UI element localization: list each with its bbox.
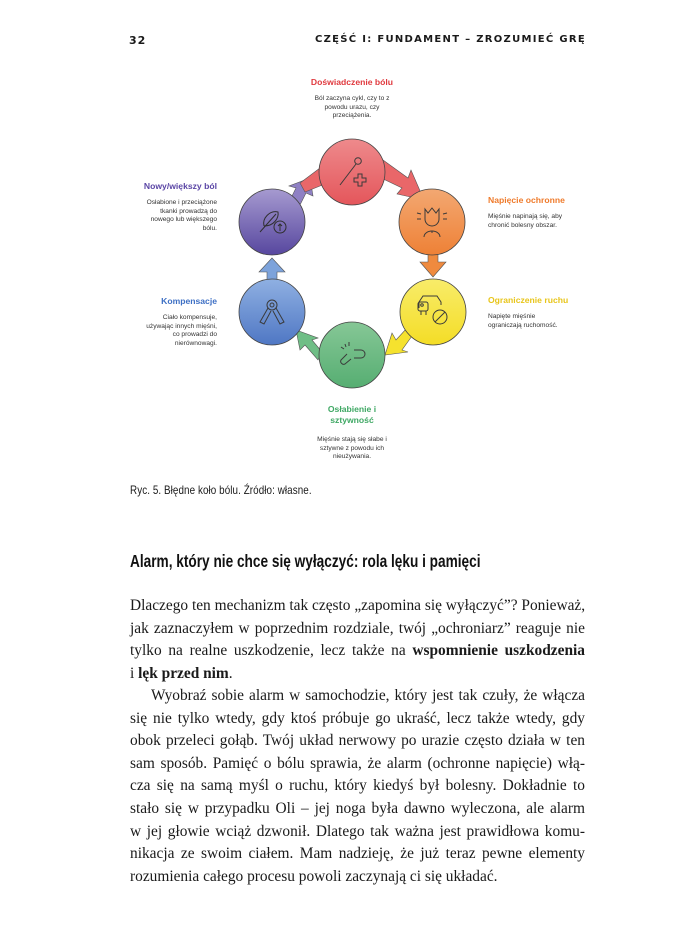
section-heading: Alarm, który nie chce się wyłączyć: rola lęku i pamięci <box>130 551 481 571</box>
running-title: CZĘŚĆ I: FUNDAMENT – ZROZUMIEĆ GRĘ <box>314 34 586 45</box>
desc-line: nowego lub większego <box>150 216 217 224</box>
node-label-newpain: Nowy/większy ból <box>143 181 217 191</box>
text-line: stało się w przypadku Oli – jej noga była dawno wyleczona, ale alarm <box>130 799 585 817</box>
desc-line: przeciążenia. <box>332 112 372 120</box>
desc-line: powodu urazu, czy <box>324 103 380 111</box>
desc-line: tkanki prowadzą do <box>160 207 217 215</box>
text-line: sam sposób. Pamięć o bólu sprawia, że alarm (ochronne napięcie) włą- <box>130 754 585 772</box>
page-number: 32 <box>129 34 147 47</box>
node-weak-circle <box>319 322 385 388</box>
desc-line: używając innych mięśni, <box>146 322 217 330</box>
node-label-tension: Napięcie ochronne <box>488 195 565 205</box>
desc-line: Napięte mięśnie <box>488 313 536 320</box>
text-run: tylko na realne uszkodzenie, lecz także na <box>130 642 413 660</box>
emphasis-text: lęk przed nim <box>138 664 229 682</box>
figure-caption: Ryc. 5. Błędne koło bólu. Źródło: własne. <box>130 483 312 497</box>
desc-line: bólu. <box>202 224 217 232</box>
node-desc-pain <box>287 95 417 121</box>
text-line: obok przeleci gołąb. Twój układ nerwowy po urazie często działa w ten <box>130 732 585 750</box>
text-line: nikacja ze swoim ciałem. Mam nadzieję, że już teraz pewne elementy <box>130 845 585 863</box>
node-label-comp: Kompensacje <box>161 296 217 306</box>
desc-line: co prowadzi do <box>172 331 217 339</box>
arrow-tension-to-limit <box>420 252 446 277</box>
text-line: w jej głowie wciąż dzwonił. Dlatego tak ważna jest prawidłowa komu- <box>130 822 585 840</box>
text-line: się nie tylko wtedy, gdy ktoś próbuje go ukraść, lecz także wtedy, gdy <box>130 709 585 727</box>
text-line <box>130 663 585 686</box>
node-desc-comp <box>100 314 217 348</box>
paragraph-1 <box>130 595 585 685</box>
node-label-weak <box>292 404 412 426</box>
arrow-weak-to-comp <box>296 330 322 360</box>
text-line: jak zaznaczyłem w poprzednim rozdziale, twój „ochroniarz” reaguje nie <box>130 619 585 637</box>
text-line: cza się na samą myśl o ruchu, który kiedyś był bolesny. Dokładnie to <box>130 777 585 795</box>
node-desc-newpain <box>100 199 217 233</box>
text-run: . <box>228 664 233 682</box>
node-pain-circle <box>319 139 385 205</box>
text-line: rozumienia całego procesu powoli zaczynają ci się układać. <box>130 867 498 885</box>
desc-line: Mięśnie stają się słabe i <box>317 436 387 443</box>
node-label-pain: Doświadczenie bólu <box>310 77 394 87</box>
node-limit-circle <box>400 279 466 345</box>
label-line: sztywność <box>330 415 374 425</box>
paragraph-2 <box>130 685 585 888</box>
node-desc-limit <box>488 313 608 330</box>
desc-line: nierównowagi. <box>174 339 217 347</box>
desc-line: chronić bolesny obszar. <box>488 221 557 229</box>
node-tension-circle <box>399 189 465 255</box>
desc-line: ograniczają ruchomość. <box>488 321 558 329</box>
desc-line: Ból zaczyna cykl, czy to z <box>314 95 390 102</box>
emphasis-text: wspomnienie uszkodzenia <box>412 642 585 660</box>
text-line: Dlaczego ten mechanizm tak często „zapomina się wyłączyć”? Ponieważ, <box>130 597 586 614</box>
desc-line: Osłabione i przeciążone <box>146 199 217 206</box>
node-newpain-circle <box>239 189 305 255</box>
desc-line: sztywne z powodu ich <box>319 444 385 452</box>
label-line: Osłabienie i <box>327 404 377 414</box>
text-line: Wyobraź sobie alarm w samochodzie, który jest tak czuły, że włącza <box>151 687 585 704</box>
node-desc-tension <box>488 213 608 230</box>
arrow-comp-to-newpain <box>259 258 285 281</box>
node-label-limit: Ograniczenie ruchu <box>488 295 569 305</box>
desc-line: Ciało kompensuje, <box>162 314 217 321</box>
text-run: i <box>130 664 139 682</box>
text-line <box>130 640 585 663</box>
node-desc-weak <box>292 436 412 462</box>
node-comp-circle <box>239 279 305 345</box>
desc-line: nieużywania. <box>332 453 372 461</box>
desc-line: Mięśnie napinają się, aby <box>488 213 563 220</box>
